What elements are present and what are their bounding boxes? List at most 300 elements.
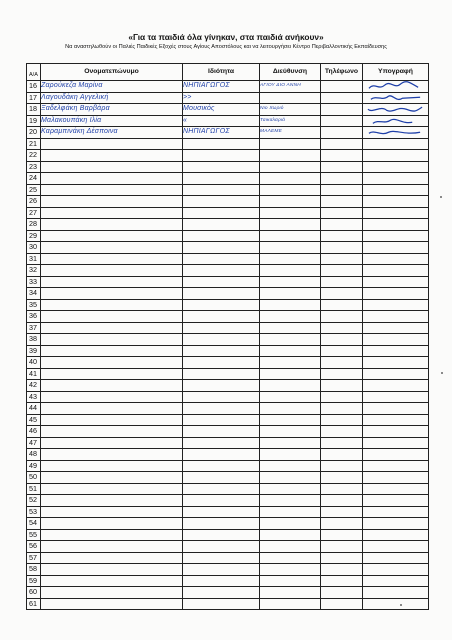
- row-index: 44: [27, 403, 41, 415]
- cell-signature: [363, 552, 429, 564]
- cell-signature: [363, 265, 429, 277]
- cell-occupation: [183, 403, 260, 415]
- cell-address: [260, 472, 321, 484]
- cell-name: [41, 161, 183, 173]
- cell-signature: [363, 518, 429, 530]
- row-index: 32: [27, 265, 41, 277]
- row-index: 26: [27, 196, 41, 208]
- cell-occupation: [183, 357, 260, 369]
- cell-signature: [363, 230, 429, 242]
- table-row: [27, 81, 429, 93]
- cell-phone: [321, 357, 363, 369]
- cell-name: [41, 552, 183, 564]
- cell-signature: [363, 322, 429, 334]
- cell-phone: [321, 150, 363, 162]
- cell-phone: [321, 253, 363, 265]
- row-index: 45: [27, 414, 41, 426]
- table-row: [27, 161, 429, 173]
- scan-speck: [400, 604, 402, 606]
- cell-signature: [363, 345, 429, 357]
- table-row: [27, 92, 429, 104]
- cell-address: [260, 587, 321, 599]
- row-index: 49: [27, 460, 41, 472]
- cell-phone: [321, 230, 363, 242]
- cell-address: [260, 161, 321, 173]
- cell-name: [41, 345, 183, 357]
- cell-phone: [321, 403, 363, 415]
- cell-signature: [363, 472, 429, 484]
- row-index: 17: [27, 92, 41, 104]
- cell-address: [260, 391, 321, 403]
- cell-address: [260, 299, 321, 311]
- row-index: 30: [27, 242, 41, 254]
- cell-address: [260, 184, 321, 196]
- cell-address: [260, 322, 321, 334]
- table-row: [27, 184, 429, 196]
- cell-phone: [321, 391, 363, 403]
- cell-address: [260, 380, 321, 392]
- cell-occupation: [183, 460, 260, 472]
- cell-occupation: [183, 184, 260, 196]
- cell-signature: [363, 150, 429, 162]
- cell-address: [260, 529, 321, 541]
- cell-name: [41, 322, 183, 334]
- cell-occupation: [183, 598, 260, 610]
- cell-name: [41, 265, 183, 277]
- cell-occupation: [183, 242, 260, 254]
- cell-address: [260, 460, 321, 472]
- cell-name: [41, 483, 183, 495]
- cell-phone: [321, 495, 363, 507]
- cell-occupation: [183, 506, 260, 518]
- cell-signature: [363, 184, 429, 196]
- cell-name: [41, 575, 183, 587]
- cell-signature: [363, 380, 429, 392]
- cell-address: [260, 483, 321, 495]
- cell-signature: [363, 575, 429, 587]
- table-row: [27, 403, 429, 415]
- cell-name: [41, 460, 183, 472]
- cell-signature: [363, 81, 429, 93]
- table-row: [27, 345, 429, 357]
- row-index: 34: [27, 288, 41, 300]
- cell-signature: [363, 242, 429, 254]
- table-row: [27, 334, 429, 346]
- table-row: [27, 426, 429, 438]
- cell-signature: [363, 299, 429, 311]
- cell-name: [41, 357, 183, 369]
- cell-occupation: ΝΗΠΙΑΓΩΓΟΣ: [183, 81, 260, 93]
- cell-address: [260, 552, 321, 564]
- table-row: [27, 564, 429, 576]
- cell-name: [41, 598, 183, 610]
- cell-occupation: ΝΗΠΙΑΓΩΓΟΣ: [183, 127, 260, 139]
- row-index: 37: [27, 322, 41, 334]
- cell-address: ΜΑΛΕΜΕ: [260, 127, 321, 139]
- cell-address: [260, 230, 321, 242]
- row-index: 23: [27, 161, 41, 173]
- cell-signature: [363, 391, 429, 403]
- cell-signature: [363, 414, 429, 426]
- row-index: 59: [27, 575, 41, 587]
- table-row: [27, 449, 429, 461]
- row-index: 20: [27, 127, 41, 139]
- cell-occupation: [183, 345, 260, 357]
- cell-name: [41, 495, 183, 507]
- cell-phone: [321, 115, 363, 127]
- cell-name: [41, 403, 183, 415]
- cell-occupation: [183, 299, 260, 311]
- row-index: 29: [27, 230, 41, 242]
- cell-signature: [363, 196, 429, 208]
- cell-phone: [321, 242, 363, 254]
- cell-occupation: [183, 334, 260, 346]
- cell-address: [260, 598, 321, 610]
- cell-phone: [321, 334, 363, 346]
- cell-occupation: [183, 380, 260, 392]
- cell-name: [41, 230, 183, 242]
- cell-phone: [321, 288, 363, 300]
- cell-occupation: Μουσικός: [183, 104, 260, 116]
- table-row: [27, 104, 429, 116]
- cell-address: Τσικαλαριά: [260, 115, 321, 127]
- cell-name: [41, 184, 183, 196]
- cell-signature: [363, 587, 429, 599]
- handwritten-signature: [363, 104, 428, 115]
- cell-address: [260, 403, 321, 415]
- cell-signature: [363, 426, 429, 438]
- cell-address: [260, 219, 321, 231]
- cell-address: [260, 242, 321, 254]
- cell-occupation: [183, 368, 260, 380]
- row-index: 22: [27, 150, 41, 162]
- cell-name: [41, 138, 183, 150]
- table-row: [27, 173, 429, 185]
- cell-address: [260, 368, 321, 380]
- cell-phone: [321, 207, 363, 219]
- cell-signature: [363, 460, 429, 472]
- row-index: 56: [27, 541, 41, 553]
- cell-occupation: [183, 587, 260, 599]
- table-row: [27, 414, 429, 426]
- cell-name: Ζαρούκεζα Μαρίνα: [41, 81, 183, 93]
- cell-occupation: [183, 207, 260, 219]
- cell-phone: [321, 104, 363, 116]
- cell-occupation: [183, 449, 260, 461]
- cell-phone: [321, 460, 363, 472]
- cell-signature: [363, 529, 429, 541]
- signature-table: [26, 63, 429, 610]
- cell-occupation: [183, 437, 260, 449]
- cell-occupation: [183, 426, 260, 438]
- cell-name: [41, 564, 183, 576]
- cell-occupation: [183, 518, 260, 530]
- cell-phone: [321, 541, 363, 553]
- cell-signature: [363, 541, 429, 553]
- cell-address: [260, 138, 321, 150]
- cell-signature: [363, 288, 429, 300]
- table-row: [27, 230, 429, 242]
- cell-name: [41, 150, 183, 162]
- row-index: 38: [27, 334, 41, 346]
- table-row: [27, 391, 429, 403]
- cell-address: [260, 357, 321, 369]
- table-row: [27, 380, 429, 392]
- row-index: 52: [27, 495, 41, 507]
- cell-phone: [321, 81, 363, 93]
- table-row: [27, 587, 429, 599]
- table-row: [27, 529, 429, 541]
- cell-address: [260, 345, 321, 357]
- row-index: 43: [27, 391, 41, 403]
- scan-speck: [441, 372, 443, 374]
- cell-phone: [321, 564, 363, 576]
- cell-address: [260, 265, 321, 277]
- cell-occupation: [183, 138, 260, 150]
- cell-signature: [363, 104, 429, 116]
- cell-signature: [363, 173, 429, 185]
- cell-signature: [363, 161, 429, 173]
- cell-signature: [363, 403, 429, 415]
- cell-phone: [321, 345, 363, 357]
- row-index: 47: [27, 437, 41, 449]
- cell-name: [41, 472, 183, 484]
- row-index: 33: [27, 276, 41, 288]
- cell-occupation: [183, 495, 260, 507]
- row-index: 55: [27, 529, 41, 541]
- cell-occupation: [183, 196, 260, 208]
- cell-address: [260, 92, 321, 104]
- row-index: 53: [27, 506, 41, 518]
- cell-name: [41, 196, 183, 208]
- row-index: 48: [27, 449, 41, 461]
- cell-signature: [363, 219, 429, 231]
- column-header-address: Διεύθυνση: [260, 64, 321, 81]
- row-index: 58: [27, 564, 41, 576]
- row-index: 21: [27, 138, 41, 150]
- cell-signature: [363, 253, 429, 265]
- cell-occupation: [183, 529, 260, 541]
- cell-signature: [363, 127, 429, 139]
- cell-phone: [321, 184, 363, 196]
- cell-phone: [321, 472, 363, 484]
- cell-name: [41, 449, 183, 461]
- table-row: [27, 288, 429, 300]
- row-index: 25: [27, 184, 41, 196]
- cell-address: ΑΓΙΟΥ ΔΙΟ ΑΝΝΗ: [260, 81, 321, 93]
- cell-phone: [321, 449, 363, 461]
- cell-phone: [321, 322, 363, 334]
- cell-phone: [321, 276, 363, 288]
- table-row: [27, 506, 429, 518]
- cell-signature: [363, 483, 429, 495]
- cell-occupation: [183, 265, 260, 277]
- cell-occupation: [183, 288, 260, 300]
- cell-address: [260, 196, 321, 208]
- table-row: [27, 322, 429, 334]
- table-row: [27, 196, 429, 208]
- table-row: [27, 357, 429, 369]
- cell-name: [41, 253, 183, 265]
- table-row: [27, 265, 429, 277]
- cell-name: [41, 334, 183, 346]
- table-row: [27, 552, 429, 564]
- table-row: [27, 138, 429, 150]
- table-row: [27, 127, 429, 139]
- cell-phone: [321, 414, 363, 426]
- cell-name: Μαλακουπάκη Ιλία: [41, 115, 183, 127]
- cell-occupation: [183, 552, 260, 564]
- cell-phone: [321, 483, 363, 495]
- cell-phone: [321, 598, 363, 610]
- cell-address: [260, 449, 321, 461]
- cell-signature: [363, 564, 429, 576]
- cell-address: [260, 207, 321, 219]
- cell-occupation: [183, 219, 260, 231]
- cell-signature: [363, 368, 429, 380]
- cell-address: [260, 311, 321, 323]
- cell-phone: [321, 299, 363, 311]
- column-header-signature: Υπογραφή: [363, 64, 429, 81]
- column-header-index: Α/Α: [27, 64, 41, 81]
- cell-occupation: [183, 230, 260, 242]
- row-index: 51: [27, 483, 41, 495]
- cell-occupation: [183, 575, 260, 587]
- table-row: [27, 437, 429, 449]
- table-row: [27, 253, 429, 265]
- cell-occupation: [183, 276, 260, 288]
- cell-address: [260, 437, 321, 449]
- cell-address: [260, 518, 321, 530]
- cell-phone: [321, 196, 363, 208]
- cell-name: [41, 173, 183, 185]
- cell-phone: [321, 575, 363, 587]
- handwritten-signature: [363, 116, 428, 127]
- cell-phone: [321, 265, 363, 277]
- row-index: 50: [27, 472, 41, 484]
- table-row: [27, 311, 429, 323]
- row-index: 57: [27, 552, 41, 564]
- row-index: 36: [27, 311, 41, 323]
- cell-address: [260, 150, 321, 162]
- column-header-occupation: Ιδιότητα: [183, 64, 260, 81]
- row-index: 35: [27, 299, 41, 311]
- cell-address: [260, 495, 321, 507]
- cell-occupation: [183, 414, 260, 426]
- row-index: 28: [27, 219, 41, 231]
- cell-name: [41, 299, 183, 311]
- row-index: 18: [27, 104, 41, 116]
- cell-signature: [363, 115, 429, 127]
- cell-occupation: [183, 311, 260, 323]
- cell-occupation: [183, 173, 260, 185]
- row-index: 46: [27, 426, 41, 438]
- cell-signature: [363, 207, 429, 219]
- row-index: 16: [27, 81, 41, 93]
- table-row: [27, 207, 429, 219]
- cell-signature: [363, 138, 429, 150]
- cell-address: [260, 253, 321, 265]
- cell-signature: [363, 506, 429, 518]
- cell-name: [41, 311, 183, 323]
- table-row: [27, 299, 429, 311]
- cell-address: [260, 414, 321, 426]
- cell-phone: [321, 92, 363, 104]
- cell-name: [41, 276, 183, 288]
- cell-name: [41, 541, 183, 553]
- cell-occupation: «: [183, 115, 260, 127]
- document-subtitle: Να αναστηλωθούν οι Παλιές Παιδικές Εξοχές στους Αγίους Αποστόλους και να λειτουργήσει Κέντρο Περιβαλλοντικής Εκπαίδευσης: [65, 44, 387, 50]
- cell-phone: [321, 380, 363, 392]
- handwritten-signature: [363, 81, 428, 92]
- table-row: [27, 150, 429, 162]
- cell-signature: [363, 276, 429, 288]
- row-index: 27: [27, 207, 41, 219]
- document-title: «Για τα παιδιά όλα γίνηκαν, στα παιδιά ανήκουν»: [128, 32, 324, 42]
- cell-signature: [363, 449, 429, 461]
- cell-occupation: [183, 472, 260, 484]
- cell-name: [41, 437, 183, 449]
- table-row: [27, 598, 429, 610]
- cell-address: [260, 541, 321, 553]
- cell-address: [260, 506, 321, 518]
- table-body: [27, 81, 429, 610]
- cell-phone: [321, 311, 363, 323]
- row-index: 24: [27, 173, 41, 185]
- handwritten-signature: [363, 127, 428, 138]
- cell-address: [260, 288, 321, 300]
- cell-phone: [321, 518, 363, 530]
- cell-name: [41, 391, 183, 403]
- cell-address: Νιο Χωριό: [260, 104, 321, 116]
- cell-signature: [363, 598, 429, 610]
- table-row: [27, 460, 429, 472]
- cell-phone: [321, 437, 363, 449]
- cell-address: [260, 575, 321, 587]
- cell-phone: [321, 138, 363, 150]
- cell-signature: [363, 495, 429, 507]
- cell-name: [41, 529, 183, 541]
- row-index: 39: [27, 345, 41, 357]
- cell-name: [41, 426, 183, 438]
- cell-name: [41, 587, 183, 599]
- table-row: [27, 518, 429, 530]
- table-row: [27, 472, 429, 484]
- cell-name: [41, 506, 183, 518]
- row-index: 31: [27, 253, 41, 265]
- column-header-name: Ονοματεπώνυμο: [41, 64, 183, 81]
- row-index: 60: [27, 587, 41, 599]
- cell-address: [260, 564, 321, 576]
- cell-signature: [363, 437, 429, 449]
- cell-signature: [363, 357, 429, 369]
- column-header-phone: Τηλέφωνο: [321, 64, 363, 81]
- cell-phone: [321, 426, 363, 438]
- cell-phone: [321, 368, 363, 380]
- cell-name: Λαγουδάκη Αγγελική: [41, 92, 183, 104]
- table-row: [27, 219, 429, 231]
- cell-name: Ξαδελφάκη Βαρβάρα: [41, 104, 183, 116]
- scan-speck: [440, 196, 442, 198]
- cell-name: Καραμπινάκη Δέσποινα: [41, 127, 183, 139]
- cell-phone: [321, 127, 363, 139]
- cell-occupation: [183, 322, 260, 334]
- cell-name: [41, 242, 183, 254]
- cell-address: [260, 334, 321, 346]
- table-row: [27, 541, 429, 553]
- cell-phone: [321, 506, 363, 518]
- table-row: [27, 368, 429, 380]
